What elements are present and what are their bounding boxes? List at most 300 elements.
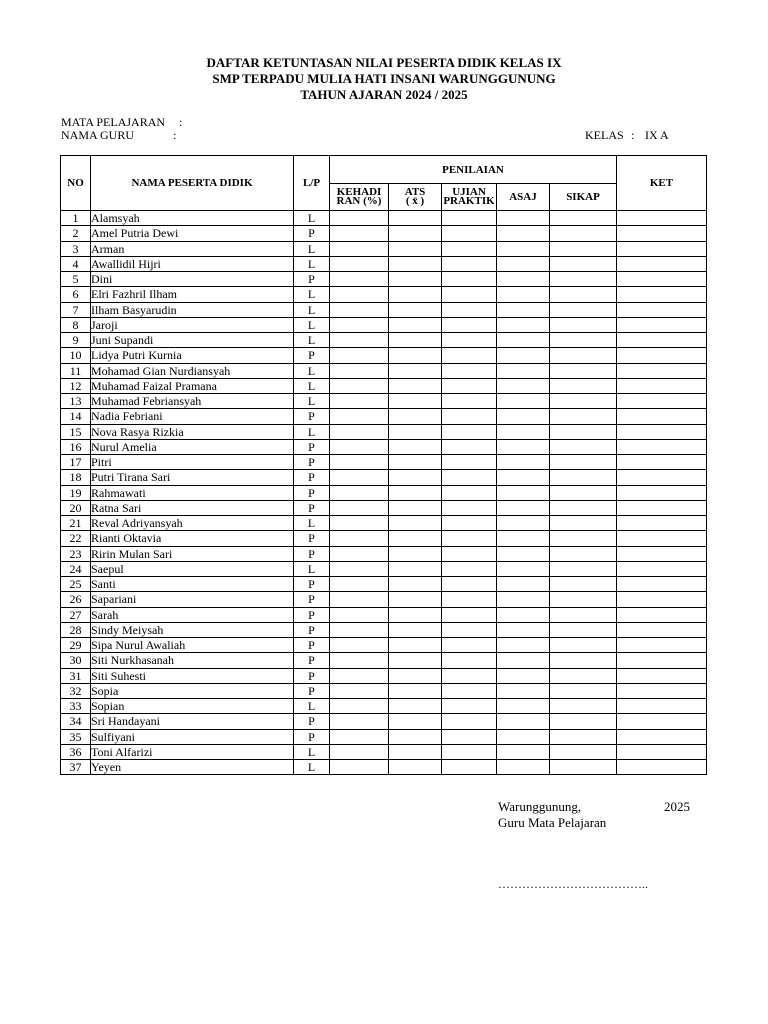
student-gender: L (294, 302, 330, 317)
table-row (61, 424, 707, 439)
subheader-ujian-praktik (442, 184, 497, 211)
cell-ats (389, 470, 442, 485)
cell-ket (617, 363, 707, 378)
cell-ujian-praktik (442, 668, 497, 683)
cell-kehadiran (330, 455, 389, 470)
cell-asaj (497, 348, 550, 363)
kelas-value: IX A (645, 128, 669, 142)
student-gender: P (294, 714, 330, 729)
row-number: 9 (61, 333, 91, 348)
student-name: Siti Suhesti (91, 668, 294, 683)
cell-ket (617, 287, 707, 302)
row-number: 12 (61, 378, 91, 393)
row-number: 6 (61, 287, 91, 302)
cell-ujian-praktik (442, 348, 497, 363)
cell-ket (617, 226, 707, 241)
mapel-separator: : (179, 115, 183, 129)
subheader-ujian-line-1: UJIAN (452, 186, 486, 198)
student-name: Muhamad Febriansyah (91, 394, 294, 409)
student-name: Ratna Sari (91, 500, 294, 515)
row-number: 26 (61, 592, 91, 607)
row-number: 2 (61, 226, 91, 241)
student-name: Mohamad Gian Nurdiansyah (91, 363, 294, 378)
cell-asaj (497, 516, 550, 531)
table-row (61, 607, 707, 622)
student-name: Ririn Mulan Sari (91, 546, 294, 561)
cell-sikap (550, 439, 617, 454)
cell-asaj (497, 531, 550, 546)
cell-asaj (497, 622, 550, 637)
student-gender: L (294, 760, 330, 775)
cell-ats (389, 699, 442, 714)
cell-ujian-praktik (442, 363, 497, 378)
row-number: 36 (61, 744, 91, 759)
table-row (61, 226, 707, 241)
cell-kehadiran (330, 470, 389, 485)
table-body (61, 211, 707, 775)
row-number: 25 (61, 577, 91, 592)
table-row (61, 516, 707, 531)
cell-ket (617, 607, 707, 622)
cell-kehadiran (330, 333, 389, 348)
cell-ats (389, 683, 442, 698)
cell-asaj (497, 226, 550, 241)
cell-sikap (550, 302, 617, 317)
table-row (61, 302, 707, 317)
cell-ats (389, 607, 442, 622)
cell-sikap (550, 211, 617, 226)
cell-ats (389, 714, 442, 729)
cell-ket (617, 394, 707, 409)
cell-ket (617, 516, 707, 531)
cell-ket (617, 409, 707, 424)
cell-kehadiran (330, 729, 389, 744)
row-number: 3 (61, 241, 91, 256)
cell-kehadiran (330, 516, 389, 531)
row-number: 23 (61, 546, 91, 561)
cell-kehadiran (330, 638, 389, 653)
student-gender: P (294, 577, 330, 592)
cell-ujian-praktik (442, 683, 497, 698)
cell-ats (389, 577, 442, 592)
table-row (61, 348, 707, 363)
cell-ket (617, 378, 707, 393)
cell-kehadiran (330, 241, 389, 256)
table-row (61, 668, 707, 683)
cell-sikap (550, 272, 617, 287)
cell-kehadiran (330, 256, 389, 271)
cell-sikap (550, 577, 617, 592)
cell-ats (389, 622, 442, 637)
cell-sikap (550, 424, 617, 439)
student-name: Rianti Oktavia (91, 531, 294, 546)
student-gender: L (294, 241, 330, 256)
document-title-line-1: DAFTAR KETUNTASAN NILAI PESERTA DIDIK KELAS IX (206, 55, 562, 70)
cell-sikap (550, 714, 617, 729)
cell-ats (389, 256, 442, 271)
cell-kehadiran (330, 287, 389, 302)
cell-asaj (497, 592, 550, 607)
row-number: 29 (61, 638, 91, 653)
student-name: Siti Nurkhasanah (91, 653, 294, 668)
student-gender: L (294, 394, 330, 409)
cell-ujian-praktik (442, 699, 497, 714)
table-row (61, 272, 707, 287)
row-number: 15 (61, 424, 91, 439)
cell-ket (617, 760, 707, 775)
cell-ket (617, 729, 707, 744)
cell-kehadiran (330, 485, 389, 500)
subheader-asaj: ASAJ (497, 184, 550, 211)
cell-ats (389, 333, 442, 348)
student-name: Lidya Putri Kurnia (91, 348, 294, 363)
cell-ats (389, 226, 442, 241)
cell-ujian-praktik (442, 394, 497, 409)
student-name: Sindy Meiysah (91, 622, 294, 637)
cell-ats (389, 592, 442, 607)
row-number: 30 (61, 653, 91, 668)
student-name: Sri Handayani (91, 714, 294, 729)
student-name: Sapariani (91, 592, 294, 607)
cell-ats (389, 638, 442, 653)
row-number: 11 (61, 363, 91, 378)
cell-ujian-praktik (442, 546, 497, 561)
header-nama: NAMA PESERTA DIDIK (91, 156, 294, 211)
cell-kehadiran (330, 302, 389, 317)
student-gender: L (294, 363, 330, 378)
cell-ket (617, 638, 707, 653)
row-number: 22 (61, 531, 91, 546)
cell-ujian-praktik (442, 638, 497, 653)
cell-asaj (497, 470, 550, 485)
cell-asaj (497, 546, 550, 561)
cell-ujian-praktik (442, 378, 497, 393)
cell-kehadiran (330, 531, 389, 546)
cell-ket (617, 241, 707, 256)
cell-ats (389, 439, 442, 454)
student-name: Sulfiyani (91, 729, 294, 744)
cell-ujian-praktik (442, 272, 497, 287)
cell-sikap (550, 622, 617, 637)
cell-ujian-praktik (442, 744, 497, 759)
table-row (61, 439, 707, 454)
cell-asaj (497, 256, 550, 271)
cell-ats (389, 409, 442, 424)
cell-kehadiran (330, 668, 389, 683)
signature-year: 2025 (664, 799, 690, 814)
cell-asaj (497, 317, 550, 332)
cell-ats (389, 424, 442, 439)
table-row (61, 455, 707, 470)
table-row (61, 241, 707, 256)
cell-asaj (497, 668, 550, 683)
cell-ujian-praktik (442, 729, 497, 744)
table-row (61, 317, 707, 332)
row-number: 20 (61, 500, 91, 515)
table-row (61, 333, 707, 348)
subheader-ats (389, 184, 442, 211)
student-gender: L (294, 744, 330, 759)
cell-ats (389, 744, 442, 759)
cell-sikap (550, 226, 617, 241)
cell-asaj (497, 744, 550, 759)
cell-sikap (550, 394, 617, 409)
student-gender: L (294, 378, 330, 393)
document-title-line-2: SMP TERPADU MULIA HATI INSANI WARUNGGUNUNG (212, 71, 556, 86)
cell-sikap (550, 455, 617, 470)
student-gender: P (294, 683, 330, 698)
table-row (61, 683, 707, 698)
student-gender: P (294, 272, 330, 287)
cell-asaj (497, 333, 550, 348)
student-gender: P (294, 226, 330, 241)
cell-ket (617, 577, 707, 592)
cell-sikap (550, 638, 617, 653)
student-name: Sopia (91, 683, 294, 698)
student-name: Arman (91, 241, 294, 256)
cell-kehadiran (330, 363, 389, 378)
cell-asaj (497, 607, 550, 622)
cell-kehadiran (330, 317, 389, 332)
cell-kehadiran (330, 378, 389, 393)
student-gender: P (294, 622, 330, 637)
table-row (61, 622, 707, 637)
cell-ujian-praktik (442, 714, 497, 729)
table-row (61, 470, 707, 485)
cell-ats (389, 561, 442, 576)
cell-kehadiran (330, 561, 389, 576)
cell-ujian-praktik (442, 455, 497, 470)
cell-ujian-praktik (442, 516, 497, 531)
cell-asaj (497, 424, 550, 439)
table-row (61, 211, 707, 226)
student-gender: P (294, 531, 330, 546)
cell-sikap (550, 561, 617, 576)
student-name: Dini (91, 272, 294, 287)
student-name: Amel Putria Dewi (91, 226, 294, 241)
guru-separator: : (173, 128, 177, 142)
student-gender: P (294, 729, 330, 744)
cell-ujian-praktik (442, 653, 497, 668)
cell-ujian-praktik (442, 592, 497, 607)
table-row (61, 699, 707, 714)
table-row (61, 363, 707, 378)
cell-ats (389, 531, 442, 546)
header-ket: KET (617, 156, 707, 211)
cell-ket (617, 699, 707, 714)
cell-ats (389, 363, 442, 378)
cell-asaj (497, 363, 550, 378)
student-name: Jaroji (91, 317, 294, 332)
cell-ujian-praktik (442, 241, 497, 256)
cell-ujian-praktik (442, 760, 497, 775)
cell-asaj (497, 561, 550, 576)
cell-ats (389, 546, 442, 561)
student-name: Santi (91, 577, 294, 592)
cell-ket (617, 348, 707, 363)
cell-ujian-praktik (442, 500, 497, 515)
cell-kehadiran (330, 607, 389, 622)
kelas-label: KELAS (585, 128, 624, 142)
cell-ats (389, 485, 442, 500)
row-number: 1 (61, 211, 91, 226)
row-number: 37 (61, 760, 91, 775)
cell-sikap (550, 409, 617, 424)
cell-ats (389, 348, 442, 363)
cell-sikap (550, 241, 617, 256)
cell-asaj (497, 241, 550, 256)
cell-asaj (497, 500, 550, 515)
cell-ujian-praktik (442, 470, 497, 485)
cell-ket (617, 500, 707, 515)
cell-sikap (550, 592, 617, 607)
cell-ket (617, 653, 707, 668)
row-number: 28 (61, 622, 91, 637)
header-lp: L/P (294, 156, 330, 211)
row-number: 8 (61, 317, 91, 332)
cell-ats (389, 500, 442, 515)
cell-ket (617, 561, 707, 576)
cell-ket (617, 333, 707, 348)
student-name: Juni Supandi (91, 333, 294, 348)
cell-sikap (550, 333, 617, 348)
cell-ats (389, 729, 442, 744)
cell-sikap (550, 500, 617, 515)
cell-ujian-praktik (442, 287, 497, 302)
student-gender: P (294, 470, 330, 485)
cell-asaj (497, 653, 550, 668)
student-name: Pitri (91, 455, 294, 470)
subheader-ats-line-2: ( x̄ ) (405, 195, 425, 207)
student-name: Awallidil Hijri (91, 256, 294, 271)
cell-asaj (497, 455, 550, 470)
cell-asaj (497, 439, 550, 454)
table-row (61, 531, 707, 546)
cell-sikap (550, 668, 617, 683)
student-name: Nova Rasya Rizkia (91, 424, 294, 439)
table-row (61, 592, 707, 607)
row-number: 10 (61, 348, 91, 363)
cell-sikap (550, 363, 617, 378)
cell-ket (617, 531, 707, 546)
cell-sikap (550, 378, 617, 393)
cell-ket (617, 439, 707, 454)
cell-ujian-praktik (442, 577, 497, 592)
student-gender: P (294, 455, 330, 470)
table-row (61, 760, 707, 775)
student-gender: P (294, 668, 330, 683)
cell-ujian-praktik (442, 226, 497, 241)
cell-ats (389, 272, 442, 287)
cell-kehadiran (330, 211, 389, 226)
cell-ats (389, 653, 442, 668)
cell-ket (617, 546, 707, 561)
table-row (61, 714, 707, 729)
student-gender: P (294, 409, 330, 424)
student-name: Putri Tirana Sari (91, 470, 294, 485)
row-number: 33 (61, 699, 91, 714)
subheader-kehadiran-line-2: RAN (%) (336, 195, 382, 207)
cell-asaj (497, 211, 550, 226)
cell-asaj (497, 394, 550, 409)
cell-sikap (550, 256, 617, 271)
cell-ket (617, 683, 707, 698)
guru-label: NAMA GURU (61, 128, 135, 142)
cell-kehadiran (330, 653, 389, 668)
student-gender: P (294, 485, 330, 500)
student-gender: L (294, 256, 330, 271)
cell-ujian-praktik (442, 439, 497, 454)
row-number: 7 (61, 302, 91, 317)
table-row (61, 378, 707, 393)
cell-sikap (550, 760, 617, 775)
cell-asaj (497, 302, 550, 317)
cell-kehadiran (330, 409, 389, 424)
cell-ats (389, 394, 442, 409)
cell-ats (389, 302, 442, 317)
header-no: NO (61, 156, 91, 211)
mapel-label: MATA PELAJARAN (61, 115, 166, 129)
cell-kehadiran (330, 760, 389, 775)
row-number: 32 (61, 683, 91, 698)
cell-sikap (550, 729, 617, 744)
cell-sikap (550, 699, 617, 714)
cell-asaj (497, 409, 550, 424)
cell-ats (389, 516, 442, 531)
table-row (61, 729, 707, 744)
row-number: 16 (61, 439, 91, 454)
student-name: Nurul Amelia (91, 439, 294, 454)
table-row (61, 546, 707, 561)
table-row (61, 394, 707, 409)
student-grade-table (60, 155, 707, 775)
student-gender: P (294, 653, 330, 668)
table-row (61, 561, 707, 576)
row-number: 5 (61, 272, 91, 287)
cell-ujian-praktik (442, 317, 497, 332)
cell-ujian-praktik (442, 622, 497, 637)
signature-place: Warunggunung, (498, 799, 582, 814)
student-gender: L (294, 287, 330, 302)
student-gender: L (294, 317, 330, 332)
cell-asaj (497, 760, 550, 775)
student-gender: P (294, 348, 330, 363)
cell-kehadiran (330, 394, 389, 409)
cell-kehadiran (330, 592, 389, 607)
cell-kehadiran (330, 500, 389, 515)
cell-ats (389, 211, 442, 226)
cell-ket (617, 256, 707, 271)
row-number: 14 (61, 409, 91, 424)
student-gender: L (294, 333, 330, 348)
table-row (61, 577, 707, 592)
student-gender: L (294, 516, 330, 531)
cell-ats (389, 241, 442, 256)
row-number: 21 (61, 516, 91, 531)
cell-ket (617, 470, 707, 485)
cell-sikap (550, 683, 617, 698)
signature-line: ……………………………….. (498, 877, 648, 891)
cell-asaj (497, 699, 550, 714)
student-name: Sarah (91, 607, 294, 622)
cell-ket (617, 622, 707, 637)
cell-sikap (550, 744, 617, 759)
cell-ats (389, 378, 442, 393)
cell-ujian-praktik (442, 211, 497, 226)
student-name: Saepul (91, 561, 294, 576)
kelas-separator: : (631, 128, 635, 142)
student-name: Toni Alfarizi (91, 744, 294, 759)
